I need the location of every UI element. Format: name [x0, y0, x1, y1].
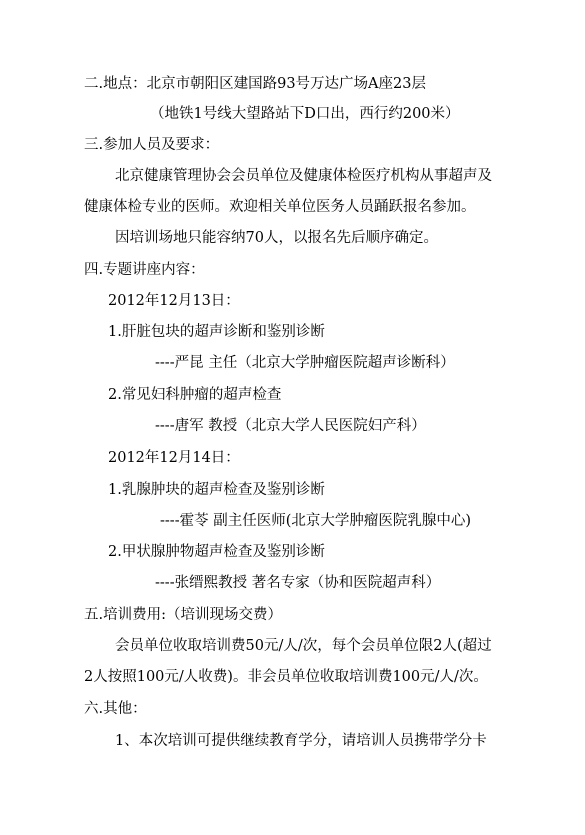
- participants-heading: 三.参加人员及要求：: [84, 137, 220, 153]
- day1-talk2-title: 2.常见妇科肿瘤的超声检查: [108, 387, 282, 403]
- day1-talk1-title: 1.肝脏包块的超声诊断和鉴别诊断: [108, 324, 325, 340]
- other-item1: 1、本次培训可提供继续教育学分，请培训人员携带学分卡: [115, 733, 487, 749]
- day2-talk1-speaker: ----霍苓 副主任医师(北京大学肿瘤医院乳腺中心): [160, 513, 472, 529]
- day2-talk2-speaker: ----张缙熙教授 著名专家（协和医院超声科）: [155, 575, 441, 591]
- day2-date: 2012年12月14日：: [108, 450, 240, 466]
- participants-text-line1: 北京健康管理协会会员单位及健康体检医疗机构从事超声及: [115, 168, 492, 184]
- lectures-heading: 四.专题讲座内容：: [84, 262, 205, 278]
- participants-text-line2: 健康体检专业的医师。欢迎相关单位医务人员踊跃报名参加。: [84, 199, 476, 215]
- day2-talk1-title: 1.乳腺肿块的超声检查及鉴别诊断: [108, 482, 325, 498]
- venue-directions: （地铁1号线大望路站下D口出，西行约200米）: [150, 106, 460, 122]
- venue-heading: 二.地点：北京市朝阳区建国路93号万达广场A座23层: [84, 76, 426, 92]
- other-heading: 六.其他：: [84, 701, 147, 717]
- day1-date: 2012年12月13日：: [108, 293, 240, 309]
- day2-talk2-title: 2.甲状腺肿物超声检查及鉴别诊断: [108, 544, 325, 560]
- fees-text-line2: 2人按照100元/人收费)。非会员单位收取培训费100元/人/次。: [84, 669, 488, 685]
- capacity-note: 因培训场地只能容纳70人，以报名先后顺序确定。: [115, 230, 438, 246]
- day1-talk2-speaker: ----唐军 教授（北京大学人民医院妇产科）: [155, 418, 426, 434]
- fees-heading: 五.培训费用:（培训现场交费）: [84, 607, 282, 623]
- fees-text-line1: 会员单位收取培训费50元/人/次，每个会员单位限2人(超过: [115, 638, 492, 654]
- day1-talk1-speaker: ----严昆 主任（北京大学肿瘤医院超声诊断科）: [155, 355, 455, 371]
